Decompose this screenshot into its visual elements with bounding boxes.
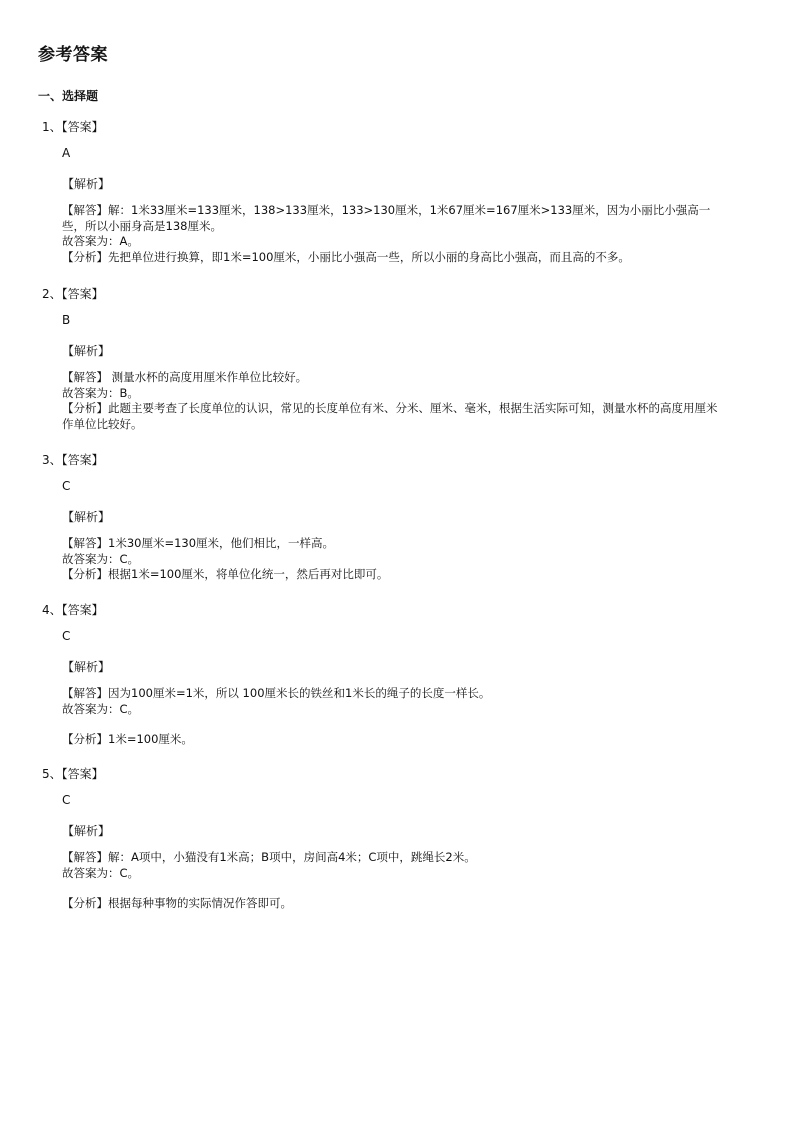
conclusion-line: 故答案为：B。: [62, 385, 139, 400]
answer-header: 4、【答案】: [42, 603, 104, 617]
answer-value: C: [62, 629, 71, 643]
analysis-line: 【分析】先把单位进行换算，即1米=100厘米，小丽比小强高一些，所以小丽的身高比小强高，而且高的不多。: [62, 249, 630, 264]
analysis-line: 【分析】根据每种事物的实际情况作答即可。: [62, 896, 292, 910]
explanation: [62, 850, 722, 912]
analysis-line: 【分析】根据1米=100厘米，将单位化统一，然后再对比即可。: [62, 567, 389, 581]
conclusion-line: 故答案为：C。: [62, 701, 140, 716]
answer-header: 3、【答案】: [42, 453, 104, 467]
analysis-label: 【解析】: [62, 177, 111, 191]
solution-line: 【解答】1米30厘米=130厘米，他们相比，一样高。: [62, 536, 335, 550]
explanation: [62, 370, 722, 432]
analysis-line: 【分析】此题主要考查了长度单位的认识，常见的长度单位有米、分米、厘米、毫米，根据生活实际可知，测量水杯的高度用厘米作单位比较好。: [62, 401, 718, 431]
answer-value: C: [62, 479, 71, 493]
answer-header: 2、【答案】: [42, 287, 104, 301]
analysis-label: 【解析】: [62, 824, 111, 838]
analysis-label: 【解析】: [62, 510, 111, 524]
page-title: 参考答案: [38, 45, 108, 65]
analysis-line: 【分析】1米=100厘米。: [62, 732, 193, 746]
solution-line: 【解答】 测量水杯的高度用厘米作单位比较好。: [62, 370, 308, 384]
solution-line: 【解答】因为100厘米=1米，所以 100厘米长的铁丝和1米长的绳子的长度一样长。: [62, 686, 491, 700]
conclusion-line: 故答案为：A。: [62, 234, 139, 248]
analysis-label: 【解析】: [62, 660, 111, 674]
answer-header: 1、【答案】: [42, 120, 104, 134]
answer-value: A: [62, 146, 71, 160]
explanation: [62, 686, 722, 748]
section-heading: 一、选择题: [38, 89, 99, 103]
analysis-label: 【解析】: [62, 344, 111, 358]
explanation: [62, 203, 722, 265]
answer-value: B: [62, 313, 71, 327]
solution-line: 【解答】解：1米33厘米=133厘米，138>133厘米，133>130厘米，1米67厘米=167厘米>133厘米，因为小丽比小强高一些，所以小丽身高是138厘米。: [62, 203, 711, 233]
explanation: [62, 536, 722, 583]
answer-value: C: [62, 793, 71, 807]
conclusion-line: 故答案为：C。: [62, 865, 140, 880]
solution-line: 【解答】解：A项中，小猫没有1米高；B项中，房间高4米；C项中，跳绳长2米。: [62, 850, 476, 864]
conclusion-line: 故答案为：C。: [62, 551, 140, 566]
answer-header: 5、【答案】: [42, 767, 104, 781]
